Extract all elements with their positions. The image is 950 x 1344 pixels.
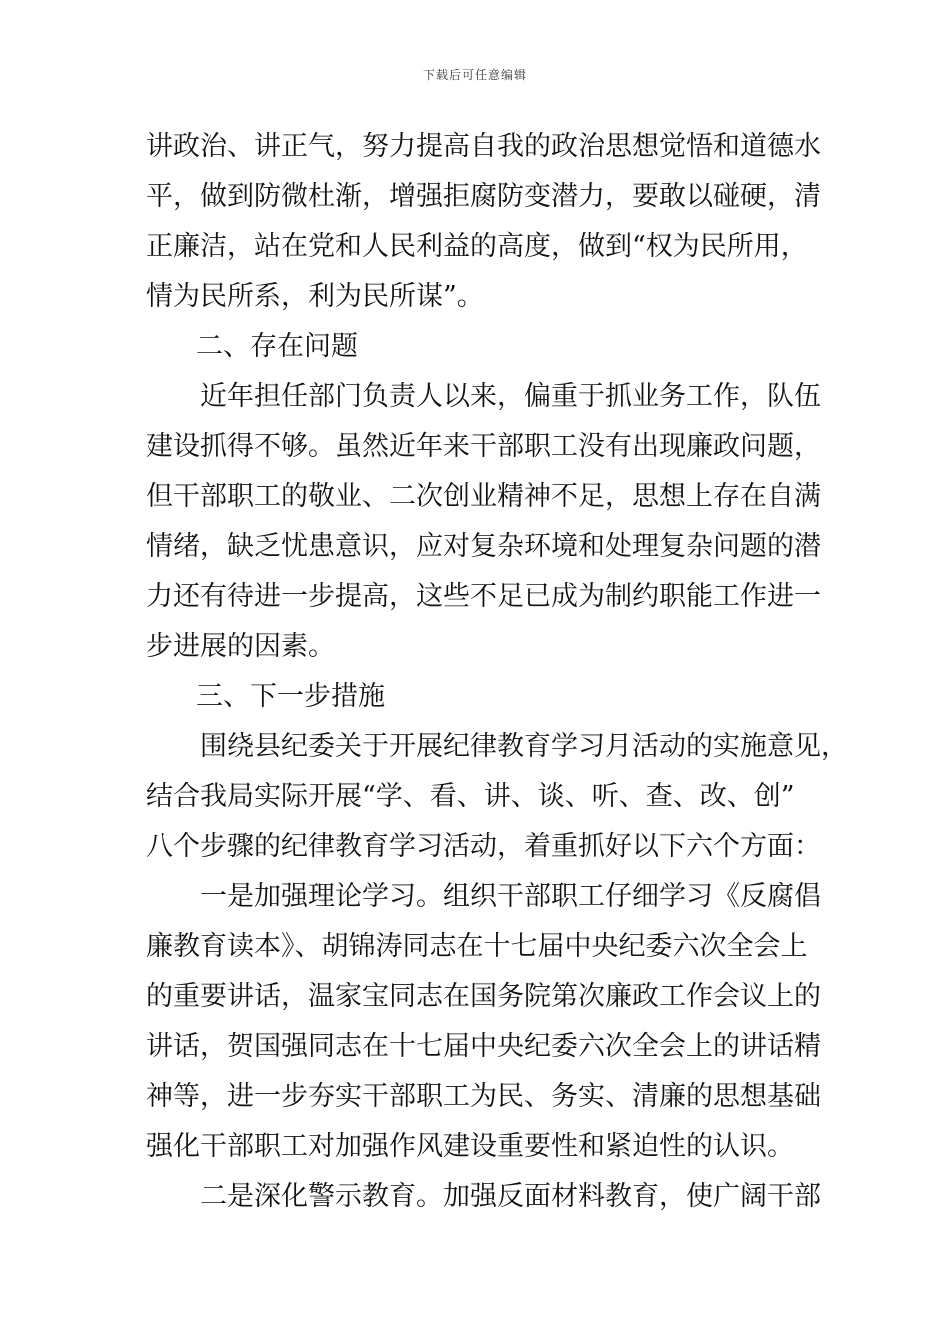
page-header: 下载后可任意编辑: [422, 68, 527, 82]
body-line: 围绕县纪委关于开展纪律教育学习月活动的实施意见，: [200, 731, 848, 762]
body-line: 八个步骤的纪律教育学习活动，着重抓好以下六个方面：: [146, 831, 821, 862]
body-line: 近年担任部门负责人以来，偏重于抓业务工作，队伍: [200, 381, 821, 412]
body-line: 但干部职工的敬业、二次创业精神不足，思想上存在自满: [146, 481, 821, 512]
body-line: 正廉洁，站在党和人民利益的高度，做到“权为民所用，: [146, 231, 808, 262]
body-line: 步进展的因素。: [146, 631, 335, 662]
body-line: 平，做到防微杜渐，增强拒腐防变潜力，要敢以碰硬，清: [146, 181, 821, 212]
body-line: 情绪，缺乏忧患意识，应对复杂环境和处理复杂问题的潜: [146, 531, 821, 562]
body-line: 的重要讲话，温家宝同志在国务院第次廉政工作会议上的: [146, 981, 821, 1012]
body-line: 情为民所系，利为民所谋”。: [146, 281, 484, 312]
body-line: 二是深化警示教育。加强反面材料教育，使广阔干部: [200, 1181, 821, 1212]
body-line: 建设抓得不够。虽然近年来干部职工没有出现廉政问题，: [146, 431, 821, 462]
body-line: 神等，进一步夯实干部职工为民、务实、清廉的思想基础: [146, 1081, 821, 1112]
body-line: 一是加强理论学习。组织干部职工仔细学习《反腐倡: [200, 881, 821, 912]
body-line: 廉教育读本》、胡锦涛同志在十七届中央纪委六次全会上: [146, 931, 808, 962]
body-line: 强化干部职工对加强作风建设重要性和紧迫性的认识。: [146, 1131, 794, 1162]
section-heading: 二、存在问题: [196, 331, 358, 362]
body-line: 讲政治、讲正气，努力提高自我的政治思想觉悟和道德水: [146, 131, 821, 162]
body-line: 讲话，贺国强同志在十七届中央纪委六次全会上的讲话精: [146, 1031, 821, 1062]
section-heading: 三、下一步措施: [196, 681, 385, 712]
body-line: 力还有待进一步提高，这些不足已成为制约职能工作进一: [146, 581, 821, 612]
body-line: 结合我局实际开展“学、看、讲、谈、听、查、改、创”: [146, 781, 795, 812]
